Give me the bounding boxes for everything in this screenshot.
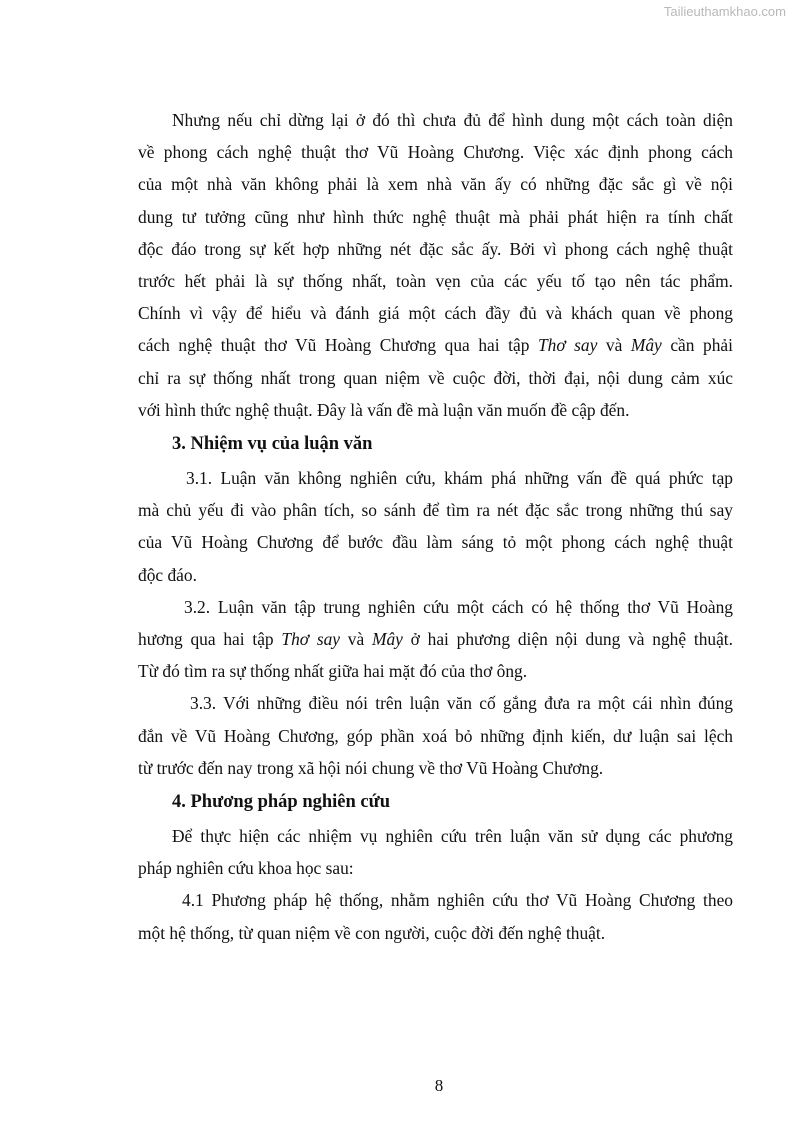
p1-line-1: Nhưng nếu chỉ dừng lại ở đó thì chưa đủ để hình dung một cách toàn diện	[172, 110, 733, 130]
p1-line-9: chỉ ra sự thống nhất trong quan niệm về cuộc đời, thời đại, nội dung cảm xúc	[138, 367, 733, 388]
p1-line-10: với hình thức nghệ thuật. Đây là vấn đề mà luận văn muốn đề cập đến.	[138, 399, 630, 420]
p1-line-8	[138, 329, 733, 361]
s41-line-2: một hệ thống, từ quan niệm về con người, cuộc đời đến nghệ thuật.	[138, 922, 606, 943]
section-heading-3: 3. Nhiệm vụ của luận văn	[172, 434, 373, 455]
document-body	[138, 104, 733, 949]
book-title-may-2: Mây	[371, 629, 403, 650]
s41-line-1: 4.1 Phương pháp hệ thống, nhằm nghiên cứu thơ Vũ Hoàng Chương theo	[182, 890, 733, 911]
s33-line-1: 3.3. Với những điều nói trên luận văn cố gắng đưa ra một cái nhìn đúng	[190, 693, 733, 714]
page-number: 8	[434, 1076, 444, 1095]
book-title-may: Mây	[630, 335, 662, 356]
watermark: Tailieuthamkhao.com	[663, 4, 786, 19]
s31-line-4: độc đáo.	[138, 564, 197, 585]
p1-line-3: của một nhà văn không phải là xem nhà văn ấy có những đặc sắc gì về nội	[138, 174, 733, 195]
book-title-tho-say-2: Thơ say	[281, 629, 341, 650]
s31-line-3: của Vũ Hoàng Chương để bước đầu làm sáng tỏ một phong cách nghệ thuật	[138, 532, 733, 553]
s32-line-2-text-b: và	[340, 629, 372, 650]
p1-line-6: trước hết phải là sự thống nhất, toàn vẹn của các yếu tố tạo nên tác phẩm.	[138, 271, 733, 292]
p1-line-4: dung tư tưởng cũng như hình thức nghệ thuật mà phải phát hiện ra tính chất	[138, 206, 733, 227]
p4-line-1: Để thực hiện các nhiệm vụ nghiên cứu trên luận văn sử dụng các phương	[172, 826, 733, 847]
s33-line-3: từ trước đến nay trong xã hội nói chung về thơ Vũ Hoàng Chương.	[138, 757, 604, 778]
p1-line-8-text-c: cần phải	[661, 335, 733, 356]
p1-line-7: Chính vì vậy để hiểu và đánh giá một cách đầy đủ và khách quan về phong	[138, 303, 733, 324]
s32-line-2-text-c: ở hai phương diện nội dung và nghệ thuật.	[402, 629, 733, 650]
p1-line-8-text-b: và	[597, 335, 631, 356]
s31-line-1: 3.1. Luận văn không nghiên cứu, khám phá những vấn đề quá phức tạp	[186, 468, 733, 489]
s31-line-2: mà chủ yếu đi vào phân tích, so sánh để tìm ra nét đặc sắc trong những thú say	[138, 500, 733, 521]
s33-line-2: đắn về Vũ Hoàng Chương, góp phần xoá bỏ những định kiến, dư luận sai lệch	[138, 725, 733, 746]
book-title-tho-say: Thơ say	[537, 335, 598, 356]
p1-line-8-text-a: cách nghệ thuật thơ Vũ Hoàng Chương qua hai tập	[138, 335, 538, 356]
s32-line-2-text-a: hương qua hai tập	[138, 629, 282, 650]
s32-line-1: 3.2. Luận văn tập trung nghiên cứu một cách có hệ thống thơ Vũ Hoàng	[184, 596, 733, 617]
p1-line-5: độc đáo trong sự kết hợp những nét đặc sắc ấy. Bởi vì phong cách nghệ thuật	[138, 238, 733, 259]
s32-line-2	[138, 623, 733, 655]
section-heading-4: 4. Phương pháp nghiên cứu	[172, 792, 391, 813]
p1-line-2: về phong cách nghệ thuật thơ Vũ Hoàng Chương. Việc xác định phong cách	[138, 142, 733, 163]
p4-line-2: pháp nghiên cứu khoa học sau:	[138, 858, 354, 879]
s32-line-3: Từ đó tìm ra sự thống nhất giữa hai mặt đó của thơ ông.	[138, 661, 528, 682]
